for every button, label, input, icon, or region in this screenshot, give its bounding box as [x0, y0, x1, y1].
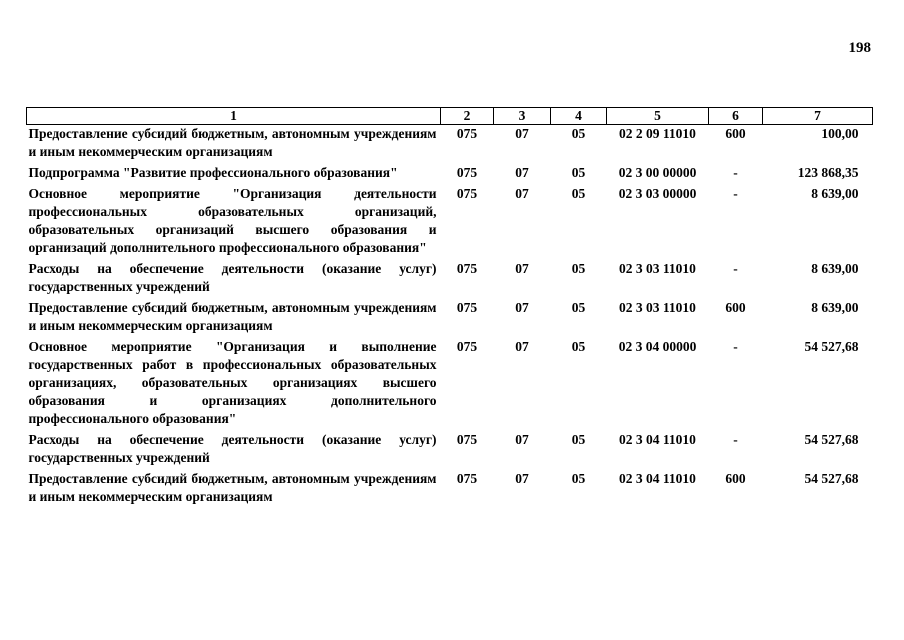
- table-row: [27, 125, 873, 165]
- row-ministry-code: 075: [456, 126, 478, 141]
- row-amount: 54 527,68: [804, 339, 859, 354]
- row-section: 07: [515, 126, 529, 141]
- row-target-article: 02 3 03 11010: [619, 261, 696, 276]
- row-amount: 123 868,35: [797, 165, 859, 180]
- table-row: [27, 164, 873, 185]
- row-name: Основное мероприятие "Организация и выполнение государственных работ в профессиональных образовательных организациях, образовательных организациях высшего образования и организациях дополнительного профессионального образования": [28, 339, 437, 426]
- header-row: [27, 108, 873, 125]
- row-name: Предоставление субсидий бюджетным, автономным учреждениям и иным некоммерческим организациям: [28, 300, 437, 333]
- row-section: 07: [515, 432, 529, 447]
- page-number: 198: [848, 40, 871, 56]
- row-expense-type: 600: [725, 300, 746, 315]
- row-ministry-code: 075: [456, 165, 478, 180]
- row-ministry-code: 075: [456, 261, 478, 276]
- header-col-3: 3: [494, 108, 551, 125]
- row-name: Предоставление субсидий бюджетным, автономным учреждениям и иным некоммерческим организациям: [28, 126, 437, 159]
- table-row: [27, 431, 873, 470]
- header-col-1: 1: [27, 108, 441, 125]
- table-row: [27, 299, 873, 338]
- row-subsection: 05: [571, 432, 586, 447]
- row-expense-type: -: [733, 165, 738, 180]
- row-expense-type: -: [733, 339, 738, 354]
- row-subsection: 05: [571, 339, 586, 354]
- row-section: 07: [515, 471, 529, 486]
- row-target-article: 02 2 09 11010: [619, 126, 696, 141]
- table-body: [27, 125, 873, 510]
- row-amount: 100,00: [821, 126, 859, 141]
- row-target-article: 02 3 03 00000: [618, 186, 697, 201]
- row-subsection: 05: [571, 165, 586, 180]
- row-ministry-code: 075: [456, 186, 478, 201]
- table-row: [27, 470, 873, 509]
- row-ministry-code: 075: [456, 432, 478, 447]
- row-amount: 8 639,00: [811, 186, 859, 201]
- row-expense-type: -: [733, 186, 738, 201]
- table-header: [27, 108, 873, 125]
- row-subsection: 05: [571, 186, 586, 201]
- row-name: Основное мероприятие "Организация деятельности профессиональных образовательных организаций, образовательных организаций высшего образования и организаций дополнительного профессионального образования": [28, 186, 437, 255]
- row-section: 07: [515, 261, 529, 276]
- row-ministry-code: 075: [456, 471, 478, 486]
- table-row: [27, 338, 873, 431]
- row-target-article: 02 3 04 11010: [619, 432, 696, 447]
- row-expense-type: -: [733, 432, 738, 447]
- table-row: [27, 260, 873, 299]
- row-section: 07: [515, 165, 529, 180]
- row-section: 07: [515, 300, 529, 315]
- row-section: 07: [515, 186, 529, 201]
- row-subsection: 05: [571, 300, 586, 315]
- row-section: 07: [515, 339, 529, 354]
- row-expense-type: 600: [725, 126, 746, 141]
- header-col-2: 2: [441, 108, 494, 125]
- row-amount: 54 527,68: [804, 471, 859, 486]
- row-name: Подпрограмма "Развитие профессионального образования": [28, 165, 398, 180]
- header-col-4: 4: [551, 108, 607, 125]
- row-expense-type: 600: [725, 471, 746, 486]
- header-col-6: 6: [709, 108, 763, 125]
- header-col-5: 5: [607, 108, 709, 125]
- row-ministry-code: 075: [456, 300, 478, 315]
- row-expense-type: -: [733, 261, 738, 276]
- row-target-article: 02 3 04 00000: [618, 339, 697, 354]
- row-target-article: 02 3 03 11010: [619, 300, 696, 315]
- row-target-article: 02 3 04 11010: [619, 471, 696, 486]
- row-name: Расходы на обеспечение деятельности (оказание услуг) государственных учреждений: [28, 432, 437, 465]
- row-amount: 54 527,68: [804, 432, 859, 447]
- row-target-article: 02 3 00 00000: [618, 165, 697, 180]
- row-name: Расходы на обеспечение деятельности (оказание услуг) государственных учреждений: [28, 261, 437, 294]
- budget-table: [26, 107, 873, 509]
- row-subsection: 05: [571, 471, 586, 486]
- header-col-7: 7: [763, 108, 873, 125]
- row-name: Предоставление субсидий бюджетным, автономным учреждениям и иным некоммерческим организациям: [28, 471, 437, 504]
- row-subsection: 05: [571, 261, 586, 276]
- row-ministry-code: 075: [456, 339, 478, 354]
- row-subsection: 05: [571, 126, 586, 141]
- row-amount: 8 639,00: [811, 300, 859, 315]
- table-row: [27, 185, 873, 260]
- row-amount: 8 639,00: [811, 261, 859, 276]
